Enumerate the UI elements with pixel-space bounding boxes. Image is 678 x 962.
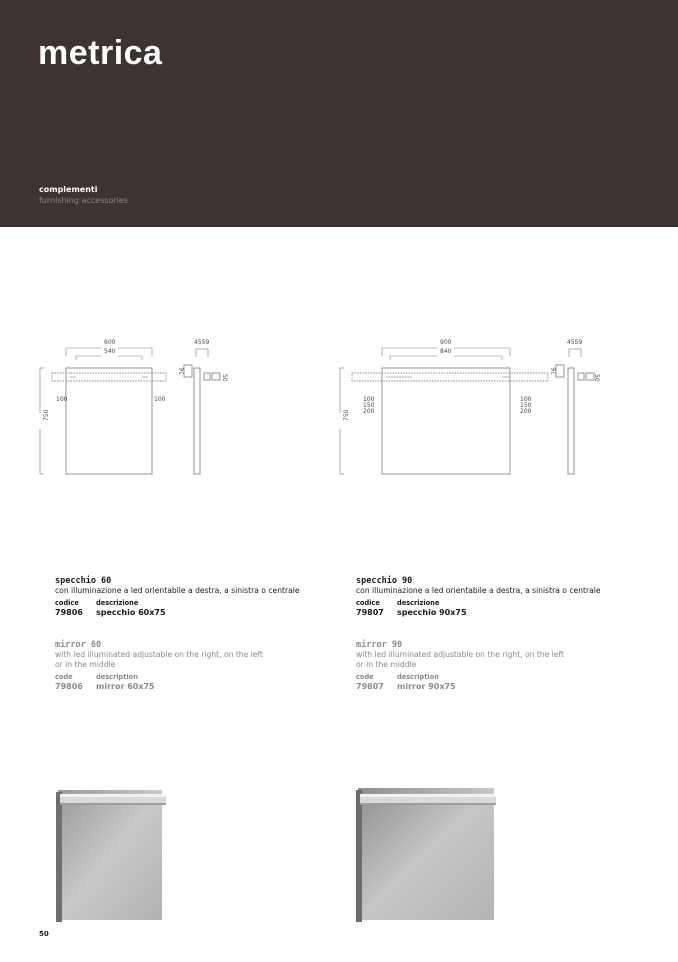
dim-margin-right: 100 <box>154 396 166 403</box>
dim-width-inner: 840 <box>440 348 452 355</box>
product-spec-en-90 <box>356 640 564 692</box>
dim-margin-left-1: 100 <box>363 396 375 403</box>
dim-width-outer: 900 <box>440 339 452 346</box>
product-spec-en-60 <box>55 640 263 692</box>
product-item: mirror 60x75 <box>96 682 155 691</box>
product-spec-it-60 <box>55 576 300 618</box>
section-title-it: complementi <box>39 185 98 194</box>
dim-side-76: 76 <box>179 367 186 375</box>
code-label: codice <box>356 599 380 607</box>
dim-margin-right-1: 100 <box>520 396 532 403</box>
dim-margin-right-3: 200 <box>520 408 532 415</box>
product-name: mirror 60 <box>55 640 102 650</box>
technical-drawing-90 <box>330 335 620 480</box>
dim-margin-left: 100 <box>56 396 68 403</box>
product-item: mirror 90x75 <box>397 682 456 691</box>
product-code: 79807 <box>356 682 384 691</box>
description-label: description <box>397 673 439 681</box>
dim-margin-left-3: 200 <box>363 408 375 415</box>
page-number: 50 <box>39 930 49 938</box>
product-item: specchio 60x75 <box>96 608 166 617</box>
dim-side-depth: 4559 <box>194 339 210 346</box>
brand-logo: metrica <box>38 34 163 72</box>
product-description-line2: or in the middle <box>55 660 116 669</box>
product-code: 79806 <box>55 608 83 617</box>
dim-height: 750 <box>43 409 50 421</box>
product-description-line1: with led illuminated adjustable on the right, on the left <box>55 650 264 659</box>
product-description: con illuminazione a led orientabile a destra, a sinistra o centrale <box>55 586 300 595</box>
product-description: con illuminazione a led orientabile a destra, a sinistra o centrale <box>356 586 601 595</box>
description-label: description <box>96 673 138 681</box>
description-label: descrizione <box>96 599 139 607</box>
product-code: 79807 <box>356 608 384 617</box>
dim-width-inner: 540 <box>104 348 116 355</box>
code-label: code <box>356 673 374 681</box>
product-description-line2: or in the middle <box>356 660 417 669</box>
dim-side-50: 50 <box>593 374 600 382</box>
product-description-line1: with led illuminated adjustable on the right, on the left <box>356 650 565 659</box>
dim-margin-left-2: 150 <box>363 402 375 409</box>
dim-margin-right-2: 150 <box>520 402 532 409</box>
product-name: mirror 90 <box>356 640 403 650</box>
header-band <box>0 0 678 227</box>
code-label: codice <box>55 599 79 607</box>
dim-side-76: 76 <box>551 367 558 375</box>
description-label: descrizione <box>397 599 440 607</box>
dim-height: 750 <box>343 409 350 421</box>
product-code: 79806 <box>55 682 83 691</box>
product-photo-mirror-60 <box>56 788 168 923</box>
product-spec-it-90 <box>356 576 601 618</box>
dim-side-depth: 4559 <box>567 339 583 346</box>
product-name: specchio 90 <box>356 576 413 586</box>
code-label: code <box>55 673 73 681</box>
product-name: specchio 60 <box>55 576 112 586</box>
dim-width-outer: 600 <box>104 339 116 346</box>
section-title-en: furnishing accessories <box>39 196 128 205</box>
product-item: specchio 90x75 <box>397 608 467 617</box>
technical-drawing-60 <box>30 335 250 480</box>
product-photo-mirror-90 <box>356 786 498 923</box>
dim-side-50: 50 <box>221 374 228 382</box>
